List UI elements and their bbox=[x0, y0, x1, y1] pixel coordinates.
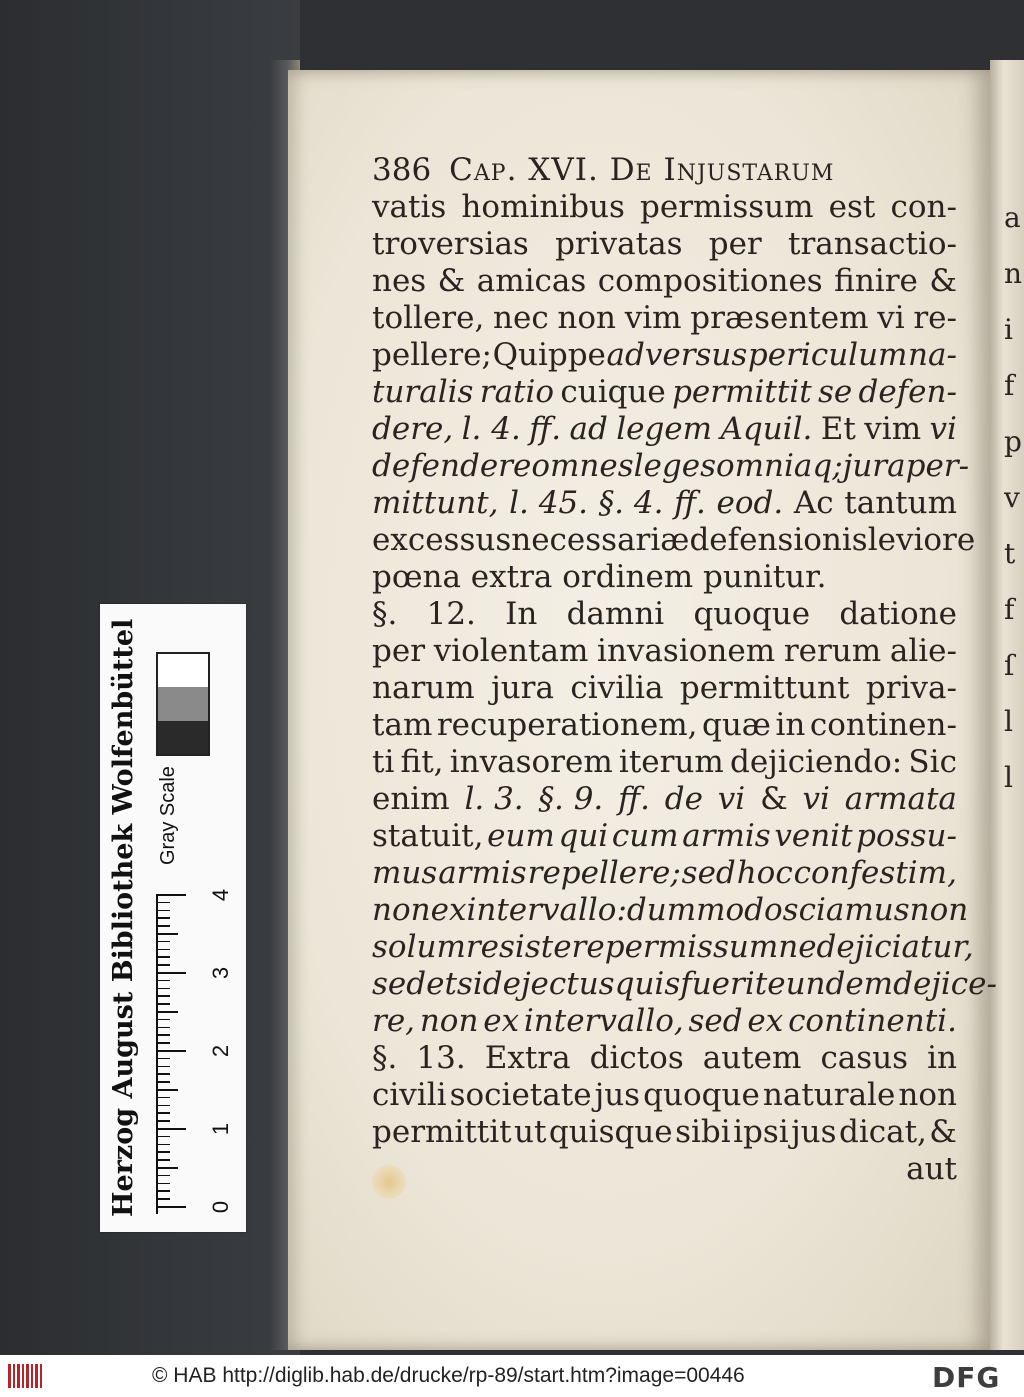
text-line bbox=[372, 411, 957, 448]
word: na- bbox=[908, 337, 957, 373]
word: omniaq; bbox=[715, 448, 843, 484]
ruler-tick bbox=[156, 1136, 170, 1138]
word: excessus bbox=[372, 522, 512, 558]
word: l. 3. bbox=[464, 781, 524, 817]
word: priva- bbox=[865, 670, 957, 706]
ruler-tick bbox=[156, 1120, 170, 1122]
word: ex bbox=[430, 892, 467, 928]
text-line bbox=[372, 337, 957, 374]
ruler-tick bbox=[156, 1019, 170, 1021]
word: defen- bbox=[858, 374, 957, 410]
word: ff. bbox=[618, 781, 650, 817]
word: §. bbox=[372, 596, 398, 632]
word: adversus bbox=[606, 337, 748, 373]
word: per- bbox=[905, 448, 970, 484]
word: damni bbox=[566, 596, 665, 632]
word: etsi bbox=[426, 966, 483, 1002]
word: 13. bbox=[416, 1040, 466, 1076]
word: turalis bbox=[372, 374, 474, 410]
word: enim bbox=[372, 781, 450, 817]
copyright-link[interactable]: © HAB http://diglib.hab.de/drucke/rp-89/start.htm?image=00446 bbox=[152, 1364, 745, 1387]
word: dere, bbox=[372, 411, 454, 447]
word: sed bbox=[372, 966, 427, 1002]
word: dummodo bbox=[626, 892, 783, 928]
word: eod. bbox=[716, 485, 784, 521]
word: leviore bbox=[867, 522, 976, 558]
text-line bbox=[372, 855, 957, 892]
word: in bbox=[775, 707, 806, 743]
word: quis bbox=[614, 966, 681, 1002]
word: quæ bbox=[701, 707, 771, 743]
word: omnes bbox=[531, 448, 634, 484]
word: ratio bbox=[479, 374, 555, 410]
facing-page-letter: n bbox=[1004, 257, 1023, 290]
word: possu- bbox=[856, 818, 957, 854]
text-line bbox=[372, 1151, 957, 1188]
facing-page-letter: ſ bbox=[1004, 649, 1015, 682]
word: 12. bbox=[426, 596, 476, 632]
ruler-tick bbox=[156, 1190, 170, 1192]
ruler-tick bbox=[156, 1206, 186, 1208]
word: amicas bbox=[476, 263, 587, 299]
word: permittit bbox=[672, 374, 812, 410]
word: re, bbox=[372, 1003, 416, 1039]
word: & bbox=[929, 263, 957, 299]
word: Et bbox=[820, 411, 856, 447]
word: continen- bbox=[809, 707, 957, 743]
word: nec bbox=[493, 300, 549, 336]
word: con- bbox=[890, 189, 957, 225]
word: vi bbox=[802, 781, 830, 817]
text-line bbox=[372, 263, 957, 300]
word: Extra bbox=[484, 1040, 571, 1076]
facing-page-letter: f bbox=[1004, 593, 1015, 626]
word: se bbox=[817, 374, 853, 410]
word: eum bbox=[487, 818, 555, 854]
word: non bbox=[909, 892, 969, 928]
word: repellere; bbox=[527, 855, 681, 891]
word: narum bbox=[372, 670, 475, 706]
ruler-tick bbox=[156, 1034, 170, 1036]
ruler-tick bbox=[156, 1042, 170, 1044]
word: & bbox=[929, 1114, 957, 1150]
word: de bbox=[664, 781, 703, 817]
ruler-tick bbox=[156, 995, 170, 997]
word: necessariæ bbox=[511, 522, 690, 558]
word: Quippe bbox=[492, 337, 606, 373]
text-line bbox=[372, 1114, 957, 1151]
word: vi bbox=[877, 300, 905, 336]
word: troversias bbox=[372, 226, 529, 262]
word: per bbox=[708, 226, 762, 262]
word: vim bbox=[864, 411, 922, 447]
word: naturale bbox=[762, 1077, 896, 1113]
word: quisque bbox=[548, 1114, 673, 1150]
gray-swatch-dark bbox=[158, 721, 208, 754]
word: permissum bbox=[604, 929, 779, 965]
facing-page-letter: p bbox=[1004, 425, 1022, 458]
ruler-tick bbox=[156, 964, 170, 966]
text-line bbox=[372, 300, 957, 337]
word: non bbox=[898, 1077, 957, 1113]
word: l. 45. bbox=[509, 485, 589, 521]
ruler-tick bbox=[156, 933, 178, 935]
ruler-number: 3 bbox=[208, 966, 233, 980]
ruler-tick bbox=[156, 910, 170, 912]
word: dictos bbox=[589, 1040, 684, 1076]
text-line bbox=[372, 929, 974, 966]
word: armis bbox=[438, 855, 527, 891]
text-line bbox=[372, 892, 969, 929]
word: eundem bbox=[767, 966, 894, 1002]
word: ff. bbox=[529, 411, 562, 447]
word: quoque bbox=[693, 596, 811, 632]
word: sed bbox=[681, 855, 736, 891]
word: civili bbox=[372, 1077, 447, 1113]
text-line bbox=[372, 559, 957, 596]
word: §. 4. bbox=[598, 485, 664, 521]
facing-page-letter: i bbox=[1004, 313, 1013, 346]
ruler-tick bbox=[156, 1027, 170, 1029]
word: non bbox=[419, 1003, 479, 1039]
ruler-tick bbox=[156, 894, 186, 896]
word: venit bbox=[774, 818, 853, 854]
facing-page-letter: t bbox=[1004, 537, 1016, 570]
word: armata bbox=[844, 781, 957, 817]
word: est bbox=[828, 189, 876, 225]
word: ti bbox=[372, 744, 395, 780]
word: sed bbox=[688, 1003, 743, 1039]
word: mittunt, bbox=[372, 485, 499, 521]
word: cuique bbox=[560, 374, 666, 410]
ruler-tick bbox=[156, 1144, 170, 1146]
ruler-tick bbox=[156, 1105, 170, 1107]
word: sciamus bbox=[782, 892, 910, 928]
word: violentam bbox=[433, 633, 589, 669]
word: fuerit bbox=[680, 966, 768, 1002]
word: recuperationem, bbox=[436, 707, 698, 743]
ruler-tick bbox=[156, 1073, 170, 1075]
word: & bbox=[437, 263, 466, 299]
text-line bbox=[372, 596, 957, 633]
ruler-tick bbox=[156, 972, 186, 974]
ruler-number: 1 bbox=[208, 1122, 233, 1136]
word: ex bbox=[483, 1003, 520, 1039]
ruler-tick bbox=[156, 949, 170, 951]
text-line bbox=[372, 485, 957, 522]
word: ipsi bbox=[733, 1114, 789, 1150]
word: §. bbox=[372, 1040, 398, 1076]
word: vatis bbox=[372, 189, 447, 225]
word: mus bbox=[372, 855, 438, 891]
ruler-tick bbox=[156, 1159, 170, 1161]
ruler-number: 4 bbox=[208, 888, 233, 902]
text-line bbox=[372, 966, 997, 1003]
word: ut bbox=[514, 1114, 547, 1150]
word: Aquil. bbox=[720, 411, 813, 447]
word: civilia bbox=[570, 670, 664, 706]
word: dejectus bbox=[482, 966, 615, 1002]
ruler-tick bbox=[156, 980, 170, 982]
text-line bbox=[372, 781, 957, 818]
word: statuit, bbox=[372, 818, 484, 854]
word: In bbox=[505, 596, 538, 632]
word: tantum bbox=[844, 485, 957, 521]
word: vi bbox=[717, 781, 746, 817]
word: ex bbox=[747, 1003, 784, 1039]
ruler-tick bbox=[156, 925, 170, 927]
ruler-tick bbox=[156, 988, 170, 990]
text-line bbox=[372, 189, 957, 226]
facing-page-letter: l bbox=[1004, 761, 1013, 794]
text-line bbox=[372, 744, 957, 781]
word: vi bbox=[929, 411, 957, 447]
word: iterum bbox=[618, 744, 724, 780]
ruler-tick bbox=[156, 917, 170, 919]
word: Ac bbox=[793, 485, 834, 521]
word: ne bbox=[778, 929, 817, 965]
word: ff. bbox=[674, 485, 706, 521]
word: §. 9. bbox=[538, 781, 604, 817]
word: alie- bbox=[889, 633, 957, 669]
ruler-tick bbox=[156, 1198, 170, 1200]
scale-card bbox=[100, 604, 246, 1232]
word: transactio- bbox=[787, 226, 957, 262]
word: non bbox=[372, 892, 431, 928]
word: præsentem bbox=[690, 300, 869, 336]
word: resistere bbox=[465, 929, 605, 965]
word: armis bbox=[682, 818, 771, 854]
word: pellere; bbox=[372, 337, 492, 373]
word: vim bbox=[624, 300, 682, 336]
word: in bbox=[927, 1040, 957, 1076]
dfg-logo: DFG bbox=[932, 1361, 1001, 1394]
word: aut bbox=[906, 1151, 957, 1187]
text-line bbox=[372, 1003, 957, 1040]
word: ad bbox=[569, 411, 608, 447]
word: dejiciatur, bbox=[816, 929, 974, 965]
word: leges bbox=[633, 448, 716, 484]
ruler bbox=[152, 888, 242, 1224]
text-line bbox=[372, 1077, 957, 1114]
ruler-tick bbox=[156, 1167, 178, 1169]
word: tam bbox=[372, 707, 433, 743]
body-lines bbox=[372, 189, 997, 1188]
facing-page-letter: a bbox=[1004, 201, 1021, 234]
word: dejiciendo: bbox=[729, 744, 903, 780]
word: confestim, bbox=[793, 855, 957, 891]
page-number: 386 bbox=[372, 152, 432, 188]
word: compositiones bbox=[597, 263, 823, 299]
ruler-tick bbox=[156, 956, 170, 958]
facing-page-fragments bbox=[1004, 190, 1024, 806]
ruler-tick bbox=[156, 1128, 186, 1130]
text-line bbox=[372, 522, 976, 559]
ruler-tick bbox=[156, 941, 170, 943]
word: rerum bbox=[783, 633, 882, 669]
word: nes bbox=[372, 263, 427, 299]
ruler-tick bbox=[156, 1183, 170, 1185]
ruler-tick bbox=[156, 1050, 186, 1052]
word: l. 4. bbox=[461, 411, 521, 447]
facing-page-letter: v bbox=[1004, 481, 1020, 514]
ruler-tick bbox=[156, 1011, 178, 1013]
footer-bar bbox=[0, 1355, 1024, 1397]
word: per bbox=[372, 633, 426, 669]
text-line bbox=[372, 633, 957, 670]
ruler-tick bbox=[156, 902, 170, 904]
ruler-tick bbox=[156, 1151, 170, 1153]
word: permittit bbox=[372, 1114, 512, 1150]
text-line bbox=[372, 670, 957, 707]
word: finire bbox=[834, 263, 918, 299]
text-line bbox=[372, 374, 957, 411]
word: tollere, bbox=[372, 300, 485, 336]
word: permissum bbox=[640, 189, 814, 225]
hab-logo-icon bbox=[8, 1364, 42, 1388]
running-title: Cap. XVI. De Injustarum bbox=[449, 152, 835, 188]
word: jus bbox=[594, 1077, 641, 1113]
word: defendere bbox=[372, 448, 532, 484]
facing-page-letter: l bbox=[1004, 705, 1013, 738]
word: dicat, bbox=[838, 1114, 927, 1150]
running-header bbox=[372, 152, 957, 189]
ruler-tick bbox=[156, 1175, 170, 1177]
facing-page-letter: f bbox=[1004, 369, 1015, 402]
gray-scale-label: Gray Scale bbox=[157, 766, 179, 865]
text-line bbox=[372, 818, 957, 855]
word: invasionem bbox=[597, 633, 776, 669]
ruler-tick bbox=[156, 1081, 170, 1083]
text-line bbox=[372, 707, 957, 744]
word: jus bbox=[791, 1114, 837, 1150]
word: societate bbox=[449, 1077, 592, 1113]
word: intervallo, bbox=[523, 1003, 684, 1039]
word: sibi bbox=[675, 1114, 731, 1150]
word: jura bbox=[491, 670, 554, 706]
ruler-tick bbox=[156, 1097, 170, 1099]
word: casus bbox=[820, 1040, 909, 1076]
word: legem bbox=[616, 411, 713, 447]
gray-swatch-white bbox=[158, 654, 208, 687]
text-line bbox=[372, 226, 957, 263]
gray-swatch-mid bbox=[158, 687, 208, 720]
ruler-tick bbox=[156, 1112, 170, 1114]
gray-swatches bbox=[156, 652, 210, 756]
ruler-tick bbox=[156, 1003, 170, 1005]
ruler-tick bbox=[156, 1058, 170, 1060]
text-line bbox=[372, 1040, 957, 1077]
word: & bbox=[760, 781, 788, 817]
word: privatas bbox=[555, 226, 683, 262]
word: fit, bbox=[400, 744, 444, 780]
word: continenti. bbox=[788, 1003, 957, 1039]
word: pœna extra ordinem punitur. bbox=[372, 559, 827, 595]
ruler-number: 2 bbox=[208, 1044, 233, 1058]
word: permittunt bbox=[679, 670, 850, 706]
word: autem bbox=[702, 1040, 802, 1076]
word: hoc bbox=[736, 855, 793, 891]
page-text bbox=[372, 152, 997, 1188]
word: invasorem bbox=[449, 744, 613, 780]
word: qui bbox=[558, 818, 609, 854]
word: Sic bbox=[908, 744, 957, 780]
institution-name: Herzog August Bibliothek Wolfenbüttel bbox=[108, 618, 139, 1218]
word: dejice- bbox=[893, 966, 997, 1002]
word: cum bbox=[611, 818, 679, 854]
ruler-number: 0 bbox=[208, 1200, 233, 1214]
text-line bbox=[372, 448, 970, 485]
word: re- bbox=[913, 300, 957, 336]
ruler-tick bbox=[156, 1089, 178, 1091]
word: jura bbox=[842, 448, 906, 484]
word: quoque bbox=[643, 1077, 760, 1113]
word: hominibus bbox=[461, 189, 625, 225]
word: intervallo: bbox=[466, 892, 627, 928]
word: solum bbox=[372, 929, 466, 965]
word: periculum bbox=[747, 337, 908, 373]
word: non bbox=[557, 300, 617, 336]
ruler-tick bbox=[156, 1066, 170, 1068]
word: datione bbox=[839, 596, 957, 632]
word: defensionis bbox=[689, 522, 868, 558]
